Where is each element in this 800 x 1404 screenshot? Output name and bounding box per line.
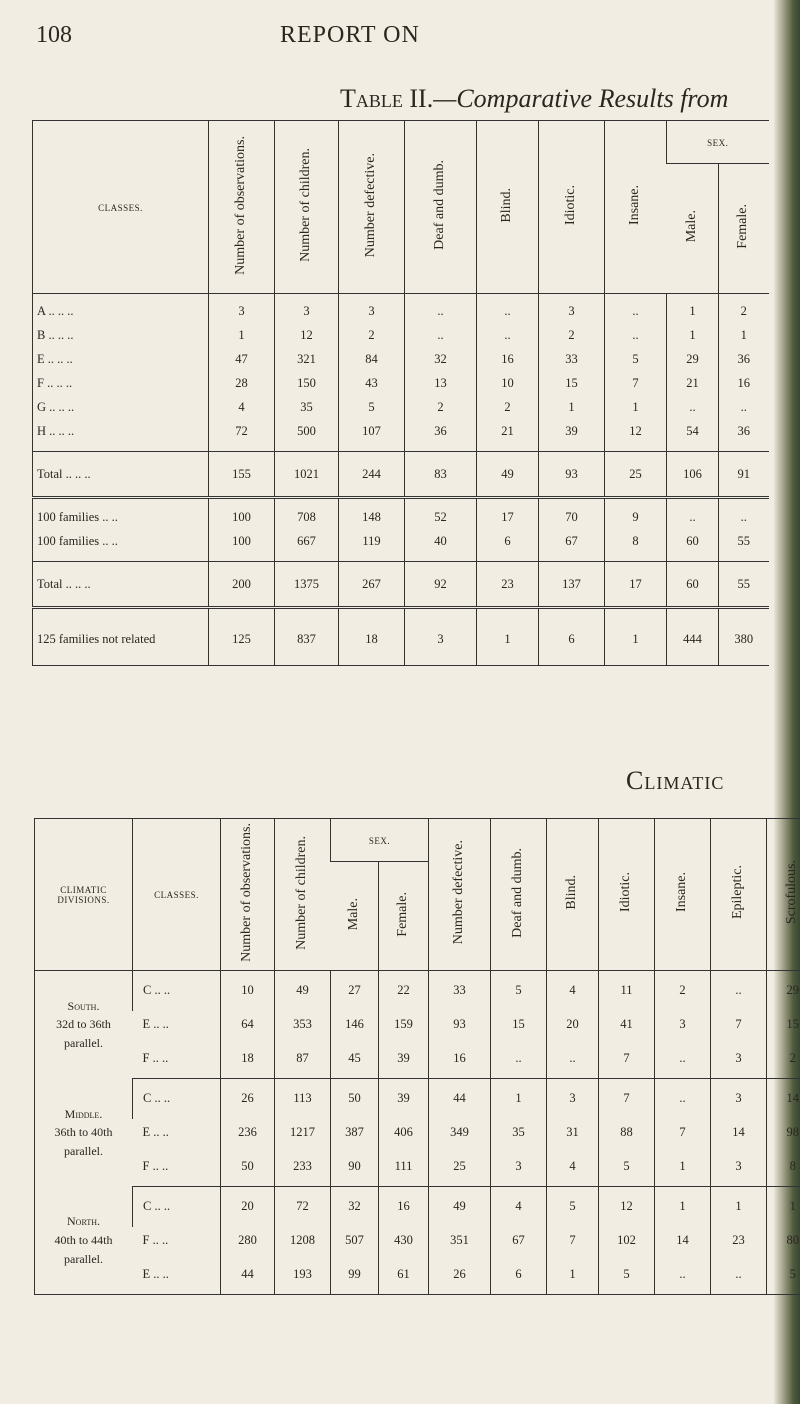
running-title: REPORT ON (280, 22, 420, 48)
header-defective: Number defective. (339, 121, 405, 294)
unrelated-row (33, 614, 769, 666)
cell-blind: 21 (477, 420, 539, 444)
cell-defective: 119 (339, 530, 405, 554)
header-children: Number of children. (275, 121, 339, 294)
row-class: C .. .. (133, 1079, 221, 1119)
row-label: 100 families .. .. (37, 510, 118, 524)
cell-idiotic: 12 (599, 1187, 655, 1227)
comparative-results-table (32, 120, 769, 666)
cell-deaf: 1 (491, 1079, 547, 1119)
cell-scrofulous: 15 (767, 1011, 800, 1039)
division-name: South. (67, 998, 100, 1013)
cell-obs: 28 (209, 372, 275, 396)
cell-female: 55 (719, 562, 769, 608)
cell-children: 35 (275, 396, 339, 420)
total-row (33, 562, 769, 608)
header-deaf-dumb-2: Deaf and dumb. (491, 819, 547, 971)
row-class: F .. .. (133, 1147, 221, 1187)
cell-blind: 20 (547, 1011, 599, 1039)
cell-deaf: 92 (405, 562, 477, 608)
cell-male: 60 (667, 562, 719, 608)
division-suffix: parallel. (64, 1251, 103, 1266)
cell-children: 113 (275, 1079, 331, 1119)
cell-scrofulous: 80 (767, 1227, 800, 1255)
division-name: North. (67, 1214, 100, 1229)
cell-male: 32 (331, 1187, 379, 1227)
cell-children: 49 (275, 971, 331, 1011)
cell-obs: 4 (209, 396, 275, 420)
cell-idiotic: 1 (539, 396, 605, 420)
cell-defective: 2 (339, 324, 405, 348)
cell-scrofulous: 98 (767, 1119, 800, 1147)
cell-male: 50 (331, 1079, 379, 1119)
cell-insane: 7 (605, 372, 667, 396)
cell-insane: .. (655, 1039, 711, 1079)
cell-idiotic: 6 (539, 614, 605, 666)
cell-children: 667 (275, 530, 339, 554)
row-class: E .. .. (142, 1125, 169, 1139)
row-class: C .. .. (133, 971, 221, 1011)
cell-scrofulous: 5 (767, 1255, 800, 1295)
cell-blind: 6 (477, 530, 539, 554)
cell-insane: .. (605, 300, 667, 324)
cell-blind: 1 (477, 614, 539, 666)
cell-male: 90 (331, 1147, 379, 1187)
cell-insane: 25 (605, 452, 667, 498)
header-deaf-dumb: Deaf and dumb. (405, 121, 477, 294)
cell-obs: 18 (221, 1039, 275, 1079)
cell-male: 21 (667, 372, 719, 396)
cell-insane: 1 (605, 396, 667, 420)
row-label: G .. .. .. (37, 400, 75, 414)
cell-male: 60 (667, 530, 719, 554)
cell-blind: 4 (547, 1147, 599, 1187)
cell-deaf: 40 (405, 530, 477, 554)
cell-male: 387 (331, 1119, 379, 1147)
table-row (35, 1011, 800, 1039)
cell-idiotic: 41 (599, 1011, 655, 1039)
header-climatic-divisions: CLIMATIC DIVISIONS. (35, 819, 133, 971)
row-label: Total .. .. .. (33, 452, 209, 498)
cell-obs: 47 (209, 348, 275, 372)
table-row (33, 530, 769, 554)
table-row (35, 1147, 800, 1187)
cell-blind: 2 (477, 396, 539, 420)
row-label: A .. .. .. (37, 304, 74, 318)
cell-female: 36 (719, 420, 769, 444)
cell-children: 12 (275, 324, 339, 348)
cell-deaf: 3 (405, 614, 477, 666)
header-female-2: Female. (379, 862, 429, 971)
cell-children: 72 (275, 1187, 331, 1227)
cell-insane: 14 (655, 1227, 711, 1255)
cell-obs: 44 (221, 1255, 275, 1295)
cell-deaf: 2 (405, 396, 477, 420)
division-range: 40th to 44th (54, 1232, 113, 1247)
cell-deaf: 32 (405, 348, 477, 372)
division-name: Middle. (64, 1106, 103, 1121)
climatic-division (35, 971, 133, 1079)
cell-defective: 244 (339, 452, 405, 498)
cell-children: 837 (275, 614, 339, 666)
cell-male: .. (667, 506, 719, 530)
cell-male: 99 (331, 1255, 379, 1295)
cell-male: 45 (331, 1039, 379, 1079)
cell-defective: 43 (339, 372, 405, 396)
cell-insane: .. (655, 1079, 711, 1119)
cell-epileptic: 3 (711, 1039, 767, 1079)
cell-idiotic: 3 (539, 300, 605, 324)
cell-blind: .. (477, 300, 539, 324)
cell-defective: 16 (429, 1039, 491, 1079)
row-label: B .. .. .. (37, 328, 74, 342)
cell-idiotic: 70 (539, 506, 605, 530)
row-class: F .. .. (133, 1039, 221, 1079)
cell-scrofulous: 14 (767, 1079, 800, 1119)
cell-deaf: .. (405, 324, 477, 348)
cell-male: 507 (331, 1227, 379, 1255)
table2-body (35, 971, 800, 1295)
header-idiotic: Idiotic. (539, 121, 605, 294)
header-classes-2: CLASSES. (133, 819, 221, 971)
cell-children: 1375 (275, 562, 339, 608)
cell-idiotic: 5 (599, 1147, 655, 1187)
cell-defective: 18 (339, 614, 405, 666)
cell-female: 16 (719, 372, 769, 396)
cell-idiotic: 137 (539, 562, 605, 608)
cell-children: 353 (275, 1011, 331, 1039)
row-label: F .. .. .. (37, 376, 73, 390)
cell-children: 1208 (275, 1227, 331, 1255)
cell-epileptic: 14 (711, 1119, 767, 1147)
climatic-division (35, 1187, 133, 1295)
cell-children: 1217 (275, 1119, 331, 1147)
cell-obs: 155 (209, 452, 275, 498)
cell-children: 321 (275, 348, 339, 372)
division-range: 36th to 40th (54, 1125, 113, 1140)
cell-male: 1 (667, 324, 719, 348)
cell-insane: .. (655, 1255, 711, 1295)
row-class: C .. .. (133, 1187, 221, 1227)
cell-idiotic: 33 (539, 348, 605, 372)
cell-male: .. (667, 396, 719, 420)
cell-deaf: 52 (405, 506, 477, 530)
cell-defective: 349 (429, 1119, 491, 1147)
cell-epileptic: .. (711, 971, 767, 1011)
cell-deaf: 35 (491, 1119, 547, 1147)
table-row (33, 324, 769, 348)
header-female: Female. (719, 164, 769, 294)
table-row (35, 1039, 800, 1079)
cell-blind: .. (547, 1039, 599, 1079)
cell-idiotic: 2 (539, 324, 605, 348)
header-defective-2: Number defective. (429, 819, 491, 971)
cell-children: 87 (275, 1039, 331, 1079)
table-row (33, 420, 769, 444)
cell-deaf: 36 (405, 420, 477, 444)
cell-female: 159 (379, 1011, 429, 1039)
table-row (35, 1187, 800, 1227)
table-row (35, 1227, 800, 1255)
header-male-2: Male. (331, 862, 379, 971)
table-row (33, 348, 769, 372)
cell-female: 16 (379, 1187, 429, 1227)
cell-idiotic: 15 (539, 372, 605, 396)
cell-defective: 3 (339, 300, 405, 324)
cell-children: 500 (275, 420, 339, 444)
cell-deaf: 3 (491, 1147, 547, 1187)
cell-defective: 93 (429, 1011, 491, 1039)
cell-blind: 1 (547, 1255, 599, 1295)
table1-caption-prefix: Table II. (340, 84, 434, 113)
header-children-2: Number of children. (275, 819, 331, 971)
cell-idiotic: 7 (599, 1039, 655, 1079)
cell-obs: 200 (209, 562, 275, 608)
cell-male: 106 (667, 452, 719, 498)
climatic-results-table (34, 818, 800, 1295)
cell-obs: 1 (209, 324, 275, 348)
cell-defective: 44 (429, 1079, 491, 1119)
cell-scrofulous: 8 (767, 1147, 800, 1187)
cell-obs: 64 (221, 1011, 275, 1039)
cell-blind: 23 (477, 562, 539, 608)
cell-insane: 1 (655, 1147, 711, 1187)
table1-caption (340, 84, 728, 114)
cell-obs: 100 (209, 530, 275, 554)
cell-defective: 267 (339, 562, 405, 608)
cell-female: 380 (719, 614, 769, 666)
row-class: E .. .. (142, 1017, 169, 1031)
cell-blind: 4 (547, 971, 599, 1011)
cell-female: 111 (379, 1147, 429, 1187)
cell-insane: 9 (605, 506, 667, 530)
table1-body (33, 294, 769, 666)
row-class: E .. .. (133, 1255, 221, 1295)
cell-insane: 12 (605, 420, 667, 444)
cell-male: 27 (331, 971, 379, 1011)
cell-female: 2 (719, 300, 769, 324)
header-blind-2: Blind. (547, 819, 599, 971)
cell-female: .. (719, 396, 769, 420)
cell-obs: 50 (221, 1147, 275, 1187)
cell-female: 39 (379, 1079, 429, 1119)
cell-obs: 125 (209, 614, 275, 666)
cell-defective: 148 (339, 506, 405, 530)
cell-scrofulous: 1 (767, 1187, 800, 1227)
header-idiotic-2: Idiotic. (599, 819, 655, 971)
cell-idiotic: 7 (599, 1079, 655, 1119)
cell-idiotic: 88 (599, 1119, 655, 1147)
cell-children: 1021 (275, 452, 339, 498)
cell-male: 54 (667, 420, 719, 444)
cell-epileptic: 3 (711, 1079, 767, 1119)
table-row (33, 300, 769, 324)
cell-obs: 26 (221, 1079, 275, 1119)
cell-defective: 107 (339, 420, 405, 444)
cell-obs: 10 (221, 971, 275, 1011)
cell-insane: 7 (655, 1119, 711, 1147)
cell-epileptic: 1 (711, 1187, 767, 1227)
cell-blind: .. (477, 324, 539, 348)
spacer-row (33, 444, 769, 452)
cell-blind: 17 (477, 506, 539, 530)
cell-epileptic: 3 (711, 1147, 767, 1187)
cell-defective: 49 (429, 1187, 491, 1227)
table-row (33, 372, 769, 396)
cell-deaf: 5 (491, 971, 547, 1011)
cell-idiotic: 11 (599, 971, 655, 1011)
header-epileptic: Epileptic. (711, 819, 767, 971)
cell-female: 91 (719, 452, 769, 498)
cell-female: 430 (379, 1227, 429, 1255)
cell-obs: 236 (221, 1119, 275, 1147)
cell-male: 146 (331, 1011, 379, 1039)
header-sex-2: SEX. (331, 819, 429, 862)
total-row (33, 452, 769, 498)
table-row (35, 1079, 800, 1119)
division-range: 32d to 36th (56, 1017, 111, 1032)
table-row (33, 506, 769, 530)
cell-blind: 49 (477, 452, 539, 498)
cell-blind: 3 (547, 1079, 599, 1119)
header-male: Male. (667, 164, 719, 294)
header-insane-2: Insane. (655, 819, 711, 971)
cell-blind: 31 (547, 1119, 599, 1147)
spacer-row (33, 498, 769, 506)
division-suffix: parallel. (64, 1036, 103, 1051)
cell-insane: 5 (605, 348, 667, 372)
header-scrofulous: Scrofulous. (767, 819, 800, 971)
row-label: H .. .. .. (37, 424, 75, 438)
row-label: E .. .. .. (37, 352, 73, 366)
cell-defective: 33 (429, 971, 491, 1011)
page-number: 108 (36, 22, 72, 48)
cell-epileptic: .. (711, 1255, 767, 1295)
cell-deaf: .. (491, 1039, 547, 1079)
cell-female: .. (719, 506, 769, 530)
cell-blind: 5 (547, 1187, 599, 1227)
cell-deaf: 4 (491, 1187, 547, 1227)
spacer-row (33, 554, 769, 562)
cell-children: 193 (275, 1255, 331, 1295)
cell-female: 406 (379, 1119, 429, 1147)
cell-defective: 25 (429, 1147, 491, 1187)
cell-insane: 8 (605, 530, 667, 554)
cell-female: 39 (379, 1039, 429, 1079)
cell-blind: 7 (547, 1227, 599, 1255)
cell-defective: 351 (429, 1227, 491, 1255)
cell-deaf: 6 (491, 1255, 547, 1295)
header-classes: CLASSES. (33, 121, 209, 294)
cell-defective: 84 (339, 348, 405, 372)
cell-defective: 26 (429, 1255, 491, 1295)
cell-blind: 16 (477, 348, 539, 372)
cell-female: 22 (379, 971, 429, 1011)
table1-caption-rest: —Comparative Results from (433, 84, 729, 113)
cell-insane: 1 (655, 1187, 711, 1227)
cell-female: 1 (719, 324, 769, 348)
cell-deaf: 67 (491, 1227, 547, 1255)
row-label: 125 families not related (37, 631, 156, 646)
cell-male: 29 (667, 348, 719, 372)
cell-obs: 280 (221, 1227, 275, 1255)
cell-female: 55 (719, 530, 769, 554)
cell-obs: 3 (209, 300, 275, 324)
cell-deaf: .. (405, 300, 477, 324)
cell-idiotic: 93 (539, 452, 605, 498)
cell-children: 3 (275, 300, 339, 324)
table-row (33, 396, 769, 420)
division-suffix: parallel. (64, 1143, 103, 1158)
row-label: 100 families .. .. (37, 534, 118, 548)
cell-children: 233 (275, 1147, 331, 1187)
cell-defective: 5 (339, 396, 405, 420)
header-insane: Insane. (605, 121, 667, 294)
cell-deaf: 15 (491, 1011, 547, 1039)
table2-caption: Climatic (626, 766, 725, 795)
cell-children: 708 (275, 506, 339, 530)
cell-idiotic: 102 (599, 1227, 655, 1255)
cell-insane: .. (605, 324, 667, 348)
cell-female: 61 (379, 1255, 429, 1295)
table-row (35, 1255, 800, 1295)
cell-deaf: 83 (405, 452, 477, 498)
cell-insane: 3 (655, 1011, 711, 1039)
cell-obs: 20 (221, 1187, 275, 1227)
row-label: Total .. .. .. (33, 562, 209, 608)
cell-idiotic: 39 (539, 420, 605, 444)
cell-obs: 72 (209, 420, 275, 444)
row-class: F .. .. (142, 1233, 169, 1247)
cell-deaf: 13 (405, 372, 477, 396)
table-row (35, 1119, 800, 1147)
climatic-division (35, 1079, 133, 1187)
cell-insane: 2 (655, 971, 711, 1011)
cell-insane: 17 (605, 562, 667, 608)
header-blind: Blind. (477, 121, 539, 294)
header-observations-2: Number of observations. (221, 819, 275, 971)
cell-scrofulous: 2 (767, 1039, 800, 1079)
cell-epileptic: 7 (711, 1011, 767, 1039)
cell-obs: 100 (209, 506, 275, 530)
cell-blind: 10 (477, 372, 539, 396)
cell-children: 150 (275, 372, 339, 396)
cell-idiotic: 67 (539, 530, 605, 554)
cell-male: 444 (667, 614, 719, 666)
cell-insane: 1 (605, 614, 667, 666)
cell-male: 1 (667, 300, 719, 324)
cell-female: 36 (719, 348, 769, 372)
header-sex: SEX. (667, 121, 769, 164)
cell-epileptic: 23 (711, 1227, 767, 1255)
header-observations: Number of observations. (209, 121, 275, 294)
table-row (35, 971, 800, 1011)
cell-idiotic: 5 (599, 1255, 655, 1295)
cell-scrofulous: 29 (767, 971, 800, 1011)
